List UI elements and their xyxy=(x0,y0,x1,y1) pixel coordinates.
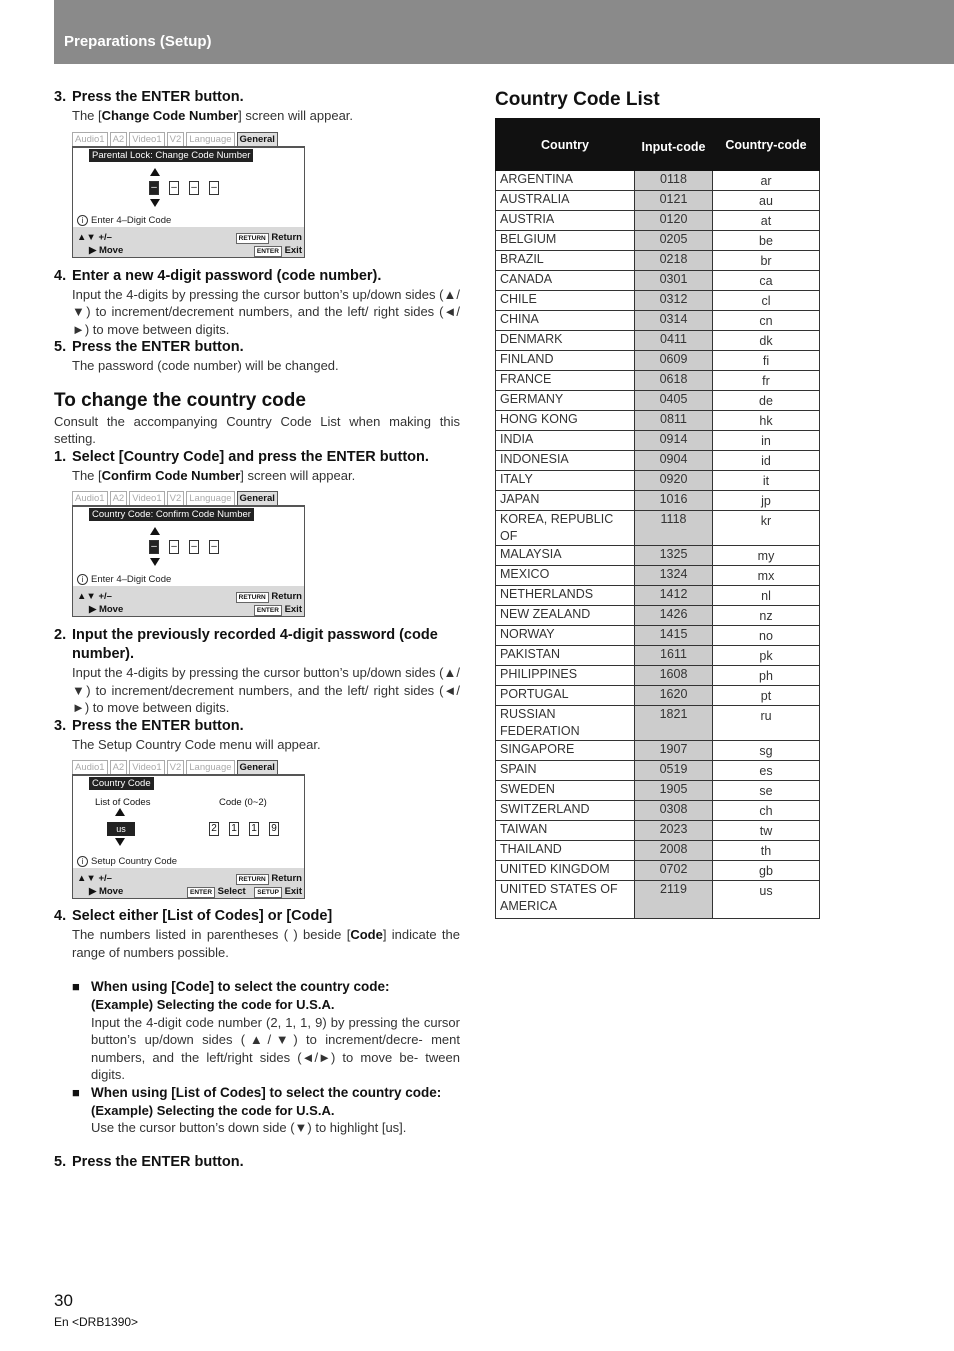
return-key: RETURN xyxy=(236,874,269,885)
country-code-cell: cl xyxy=(713,291,820,311)
country-code-cell: tw xyxy=(713,821,820,841)
input-code-cell: 0618 xyxy=(635,371,713,391)
section-title: To change the country code xyxy=(54,389,306,411)
country-code-cell: ca xyxy=(713,271,820,291)
code-digit: 1 xyxy=(249,822,259,836)
osd-tab: Video1 xyxy=(129,132,164,146)
right-arrow-icon: ▶ xyxy=(89,604,97,615)
country-cell: INDONESIA xyxy=(496,451,635,471)
osd-tabs xyxy=(72,760,305,774)
country-code-cell: ru xyxy=(713,706,820,741)
country-code-cell: cn xyxy=(713,311,820,331)
setup-key: SETUP xyxy=(254,887,282,898)
input-code-cell: 1118 xyxy=(635,511,713,546)
osd-panel xyxy=(72,146,305,258)
enter-key: ENTER xyxy=(187,887,215,898)
step-body: The Setup Country Code menu will appear. xyxy=(72,736,321,752)
table-row xyxy=(496,171,820,191)
country-code-cell: at xyxy=(713,211,820,231)
input-code-cell: 1412 xyxy=(635,586,713,606)
right-arrow-icon: ▶ xyxy=(89,244,97,256)
country-cell: NORWAY xyxy=(496,626,635,646)
table-row xyxy=(496,741,820,761)
step-heading: 4. Enter a new 4-digit password (code number). xyxy=(54,267,382,284)
country-cell: RUSSIAN FEDERATION xyxy=(496,706,635,741)
table-row xyxy=(496,411,820,431)
table-row xyxy=(496,666,820,686)
down-arrow-icon xyxy=(150,558,160,566)
country-code-cell: fi xyxy=(713,351,820,371)
table-row xyxy=(496,861,820,881)
country-cell: JAPAN xyxy=(496,491,635,511)
country-cell: PHILIPPINES xyxy=(496,666,635,686)
osd-panel xyxy=(72,774,305,899)
code-digit: – xyxy=(189,540,199,554)
country-code-cell: dk xyxy=(713,331,820,351)
country-code-cell: th xyxy=(713,841,820,861)
code-digits xyxy=(209,822,289,836)
table-row xyxy=(496,251,820,271)
osd-tab: Language xyxy=(186,760,234,774)
table-row xyxy=(496,606,820,626)
up-arrow-icon xyxy=(115,808,125,816)
country-cell: SWITZERLAND xyxy=(496,801,635,821)
input-code-cell: 0920 xyxy=(635,471,713,491)
country-code-cell: my xyxy=(713,546,820,566)
osd-tab: V2 xyxy=(167,132,185,146)
input-code-cell: 1905 xyxy=(635,781,713,801)
step-body: The [Change Code Number] screen will appear. xyxy=(72,108,354,123)
osd-tab: Audio1 xyxy=(72,491,108,505)
country-cell: INDIA xyxy=(496,431,635,451)
country-code-cell: nl xyxy=(713,586,820,606)
code-digit: – xyxy=(209,540,219,554)
osd-tab: Video1 xyxy=(129,491,164,505)
osd-tab: V2 xyxy=(167,491,185,505)
country-code-cell: sg xyxy=(713,741,820,761)
input-code-cell: 0405 xyxy=(635,391,713,411)
table-row xyxy=(496,371,820,391)
return-key: RETURN xyxy=(236,233,269,244)
input-code-cell: 0301 xyxy=(635,271,713,291)
list-of-codes-label: List of Codes xyxy=(95,797,151,808)
up-down-icon: ▲▼ xyxy=(77,231,96,243)
code-digits xyxy=(149,540,229,554)
code-digit: 1 xyxy=(229,822,239,836)
osd-tab: A2 xyxy=(110,760,128,774)
osd-tab: Language xyxy=(186,491,234,505)
section-header-title: Preparations (Setup) xyxy=(64,33,212,50)
country-cell: AUSTRALIA xyxy=(496,191,635,211)
column-header: Input-code xyxy=(635,119,713,171)
down-arrow-icon xyxy=(150,199,160,207)
table-row xyxy=(496,566,820,586)
up-arrow-icon xyxy=(150,527,160,535)
osd-tab-active: General xyxy=(237,491,278,505)
table-row xyxy=(496,801,820,821)
step-heading: 5. Press the ENTER button. xyxy=(54,1153,244,1170)
table-row xyxy=(496,646,820,666)
country-cell: UNITED STATES OF AMERICA xyxy=(496,881,635,919)
input-code-cell: 1324 xyxy=(635,566,713,586)
country-cell: FRANCE xyxy=(496,371,635,391)
table-row xyxy=(496,781,820,801)
enter-key: ENTER xyxy=(254,605,282,616)
country-cell: ITALY xyxy=(496,471,635,491)
country-code-cell: br xyxy=(713,251,820,271)
info-icon: i xyxy=(77,856,88,867)
up-arrow-icon xyxy=(150,168,160,176)
country-code-cell: pt xyxy=(713,686,820,706)
example-body: Use the cursor button’s down side (▼) to highlight [us]. xyxy=(91,1120,407,1135)
country-code-cell: hk xyxy=(713,411,820,431)
table-row xyxy=(496,841,820,861)
osd-tab-active: General xyxy=(237,132,278,146)
input-code-cell: 1016 xyxy=(635,491,713,511)
country-code-cell: se xyxy=(713,781,820,801)
code-range-label: Code (0~2) xyxy=(219,797,267,808)
country-code-cell: nz xyxy=(713,606,820,626)
osd-panel xyxy=(72,505,305,617)
table-row xyxy=(496,331,820,351)
page-number: 30 xyxy=(54,1291,73,1310)
input-code-cell: 0609 xyxy=(635,351,713,371)
example-body: Input the 4-digit code number (2, 1, 1, 9) by pressing the cursor button’s up/down sides (▲/▼) to increment/decre- ment numbers, and the left/right sides (◄/►) to move be- tween digits. xyxy=(91,1014,460,1082)
square-bullet-icon: ■ xyxy=(72,1084,80,1100)
country-code-cell: be xyxy=(713,231,820,251)
country-cell: CHILE xyxy=(496,291,635,311)
country-code-cell: id xyxy=(713,451,820,471)
input-code-cell: 0218 xyxy=(635,251,713,271)
input-code-cell: 1821 xyxy=(635,706,713,741)
table-row xyxy=(496,511,820,546)
osd-title: Country Code: Confirm Code Number xyxy=(89,508,254,521)
country-code-cell: ch xyxy=(713,801,820,821)
code-digit: 2 xyxy=(209,822,219,836)
country-cell: HONG KONG xyxy=(496,411,635,431)
input-code-cell: 0308 xyxy=(635,801,713,821)
country-cell: NETHERLANDS xyxy=(496,586,635,606)
osd-change-code-screen xyxy=(72,132,305,258)
input-code-cell: 0118 xyxy=(635,171,713,191)
country-code-cell: jp xyxy=(713,491,820,511)
osd-info: i Setup Country Code xyxy=(77,853,177,871)
osd-tab: Audio1 xyxy=(72,132,108,146)
osd-tabs xyxy=(72,491,305,505)
info-icon: i xyxy=(77,215,88,226)
country-cell: BRAZIL xyxy=(496,251,635,271)
country-code-cell: mx xyxy=(713,566,820,586)
input-code-cell: 0904 xyxy=(635,451,713,471)
country-code-cell: no xyxy=(713,626,820,646)
osd-confirm-code-screen xyxy=(72,491,305,617)
country-code-cell: es xyxy=(713,761,820,781)
country-cell: NEW ZEALAND xyxy=(496,606,635,626)
country-cell: GERMANY xyxy=(496,391,635,411)
table-row xyxy=(496,291,820,311)
country-code-cell: de xyxy=(713,391,820,411)
input-code-cell: 0121 xyxy=(635,191,713,211)
step-heading: 1. Select [Country Code] and press the ENTER button. xyxy=(54,448,429,465)
osd-tab: Audio1 xyxy=(72,760,108,774)
example-heading: (Example) Selecting the code for U.S.A. xyxy=(91,997,335,1012)
subsection-heading: ■ When using [Code] to select the country code: xyxy=(72,979,390,994)
column-header: Country xyxy=(496,119,635,171)
input-code-cell: 1620 xyxy=(635,686,713,706)
osd-tab: A2 xyxy=(110,132,128,146)
country-code-table xyxy=(495,118,820,919)
input-code-cell: 1611 xyxy=(635,646,713,666)
document-code: En <DRB1390> xyxy=(54,1315,139,1329)
country-cell: MALAYSIA xyxy=(496,546,635,566)
step-heading: 4. Select either [List of Codes] or [Code] xyxy=(54,908,333,924)
osd-tab-active: General xyxy=(237,760,278,774)
table-row xyxy=(496,191,820,211)
subsection-heading: ■ When using [List of Codes] to select the country code: xyxy=(72,1084,442,1100)
step-body: The password (code number) will be changed. xyxy=(72,358,339,373)
down-arrow-icon xyxy=(115,838,125,846)
section-header xyxy=(54,0,954,64)
return-key: RETURN xyxy=(236,592,269,603)
code-digit: – xyxy=(209,181,219,195)
info-icon: i xyxy=(77,574,88,585)
country-code-list xyxy=(495,88,820,919)
input-code-cell: 2119 xyxy=(635,881,713,919)
osd-tab: Language xyxy=(186,132,234,146)
country-cell: SPAIN xyxy=(496,761,635,781)
step-body: Input the 4-digits by pressing the cursor button’s up/down sides (▲/▼) to increment/decrement numbers, and the left/ right sides (◄/►) to move between digits. xyxy=(72,286,460,337)
input-code-cell: 0702 xyxy=(635,861,713,881)
country-cell: AUSTRIA xyxy=(496,211,635,231)
example-heading: (Example) Selecting the code for U.S.A. xyxy=(91,1102,335,1118)
table-row xyxy=(496,351,820,371)
osd-footer: ▲▼ +/– ▶ Move ENTER Select RETURN Return SETUP Exit xyxy=(73,868,304,898)
osd-footer: ▲▼ +/– ▶ Move RETURN Return ENTER Exit xyxy=(73,227,304,257)
country-code-cell: au xyxy=(713,191,820,211)
step-heading: 3. Press the ENTER button. xyxy=(54,89,244,105)
country-cell: ARGENTINA xyxy=(496,171,635,191)
table-row xyxy=(496,586,820,606)
list-value: us xyxy=(107,822,135,836)
country-code-cell: ph xyxy=(713,666,820,686)
right-arrow-icon: ▶ xyxy=(89,886,97,897)
code-digit: 9 xyxy=(269,822,279,836)
input-code-cell: 0314 xyxy=(635,311,713,331)
input-code-cell: 0205 xyxy=(635,231,713,251)
input-code-cell: 1325 xyxy=(635,546,713,566)
code-digit: – xyxy=(169,181,179,195)
input-code-cell: 1608 xyxy=(635,666,713,686)
input-code-cell: 1426 xyxy=(635,606,713,626)
input-code-cell: 0312 xyxy=(635,291,713,311)
table-row xyxy=(496,451,820,471)
country-code-cell: us xyxy=(713,881,820,919)
code-digit: – xyxy=(149,181,159,195)
table-row xyxy=(496,761,820,781)
table-row xyxy=(496,626,820,646)
osd-tab: A2 xyxy=(110,491,128,505)
input-code-cell: 2008 xyxy=(635,841,713,861)
country-code-cell: it xyxy=(713,471,820,491)
step-body: Input the 4-digits by pressing the cursor button’s up/down sides (▲/▼) to increment/decrement numbers, and the left/ right sides (◄/►) to move between digits. xyxy=(72,665,460,715)
country-code-cell: in xyxy=(713,431,820,451)
country-code-cell: fr xyxy=(713,371,820,391)
country-cell: FINLAND xyxy=(496,351,635,371)
enter-key: ENTER xyxy=(254,246,282,257)
country-code-list-title: Country Code List xyxy=(495,89,660,110)
table-row xyxy=(496,211,820,231)
country-code-cell: ar xyxy=(713,171,820,191)
input-code-cell: 2023 xyxy=(635,821,713,841)
table-row xyxy=(496,821,820,841)
column-header: Country-code xyxy=(713,119,820,171)
code-digit: – xyxy=(189,181,199,195)
step-heading: 3. Press the ENTER button. xyxy=(54,717,244,734)
osd-tabs xyxy=(72,132,305,146)
table-row xyxy=(496,686,820,706)
table-header-row xyxy=(496,119,820,171)
input-code-cell: 0914 xyxy=(635,431,713,451)
code-digits xyxy=(149,181,229,195)
country-cell: SWEDEN xyxy=(496,781,635,801)
table-row xyxy=(496,706,820,741)
country-cell: UNITED KINGDOM xyxy=(496,861,635,881)
table-row xyxy=(496,491,820,511)
osd-country-code-screen xyxy=(72,760,305,899)
osd-info: i Enter 4–Digit Code xyxy=(77,571,171,589)
table-row xyxy=(496,546,820,566)
country-cell: KOREA, REPUBLIC OF xyxy=(496,511,635,546)
country-code-cell: pk xyxy=(713,646,820,666)
input-code-cell: 0519 xyxy=(635,761,713,781)
country-cell: MEXICO xyxy=(496,566,635,586)
table-row xyxy=(496,471,820,491)
up-down-icon: ▲▼ xyxy=(77,873,96,884)
input-code-cell: 0120 xyxy=(635,211,713,231)
input-code-cell: 0411 xyxy=(635,331,713,351)
step-heading: 2. Input the previously recorded 4-digit password (code number). xyxy=(54,627,438,662)
step-body: The numbers listed in parentheses ( ) beside [Code] indicate the range of numbers possible. xyxy=(72,927,461,960)
table-row xyxy=(496,881,820,919)
code-digit: – xyxy=(169,540,179,554)
country-cell: BELGIUM xyxy=(496,231,635,251)
input-code-cell: 1907 xyxy=(635,741,713,761)
input-code-cell: 1415 xyxy=(635,626,713,646)
osd-tab: Video1 xyxy=(129,760,164,774)
table-row xyxy=(496,431,820,451)
country-cell: THAILAND xyxy=(496,841,635,861)
country-cell: DENMARK xyxy=(496,331,635,351)
country-cell: SINGAPORE xyxy=(496,741,635,761)
osd-info: i Enter 4–Digit Code xyxy=(77,212,171,230)
code-digit: – xyxy=(149,540,159,554)
osd-title: Country Code xyxy=(89,777,154,790)
country-code-cell: kr xyxy=(713,511,820,546)
instructions-column xyxy=(54,88,460,1172)
osd-footer: ▲▼ +/– ▶ Move RETURN Return ENTER Exit xyxy=(73,586,304,616)
up-down-icon: ▲▼ xyxy=(77,591,96,602)
input-code-cell: 0811 xyxy=(635,411,713,431)
step-body: The [Confirm Code Number] screen will appear. xyxy=(72,467,356,483)
osd-title: Parental Lock: Change Code Number xyxy=(89,149,253,162)
country-cell: CANADA xyxy=(496,271,635,291)
section-intro: Consult the accompanying Country Code List when making this setting. xyxy=(54,413,460,446)
table-row xyxy=(496,391,820,411)
osd-tab: V2 xyxy=(167,760,185,774)
table-row xyxy=(496,311,820,331)
country-cell: TAIWAN xyxy=(496,821,635,841)
country-code-cell: gb xyxy=(713,861,820,881)
country-cell: PORTUGAL xyxy=(496,686,635,706)
square-bullet-icon: ■ xyxy=(72,979,80,994)
table-row xyxy=(496,231,820,251)
country-cell: PAKISTAN xyxy=(496,646,635,666)
country-cell: CHINA xyxy=(496,311,635,331)
table-row xyxy=(496,271,820,291)
step-heading: 5. Press the ENTER button. xyxy=(54,339,244,355)
